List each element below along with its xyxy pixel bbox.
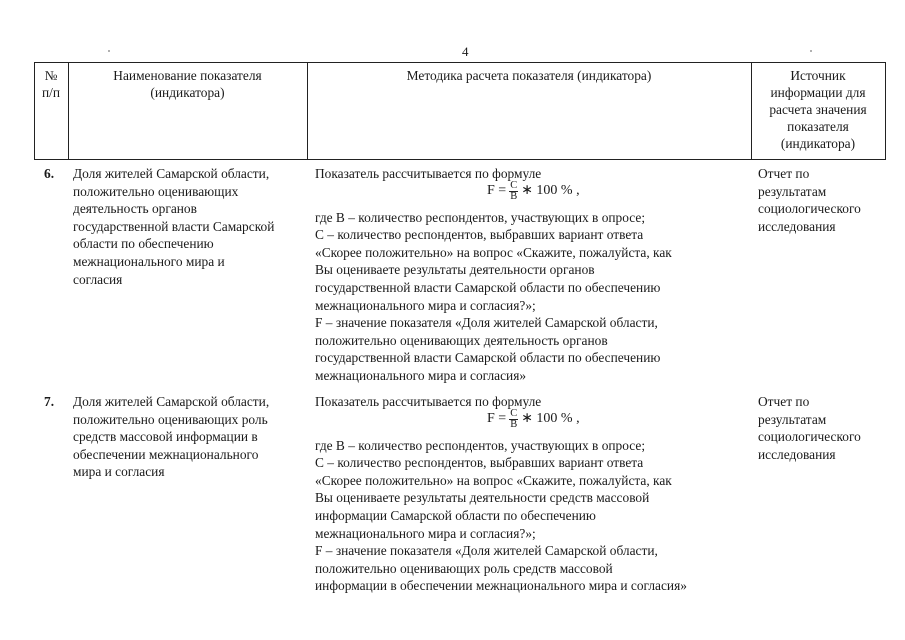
name-line: согласия (73, 271, 123, 287)
header-number (34, 67, 68, 101)
method-intro: Показатель рассчитывается по формуле (315, 166, 542, 181)
header-line: Наименование показателя (113, 68, 262, 83)
source-line: Отчет по (758, 166, 810, 181)
name-line: межнационального мира и (73, 253, 225, 269)
fraction-denominator: B (510, 190, 518, 202)
fraction-denominator: B (510, 418, 518, 430)
header-line: Источник (790, 68, 846, 83)
header-line: (индикатора) (780, 136, 856, 151)
source-line: социологического (758, 429, 861, 445)
header-line: (индикатора) (150, 85, 225, 100)
method-line: информации в обеспечении межнационального мира и согласия» (315, 578, 687, 594)
name-line: средств массовой информации в (73, 429, 258, 445)
source-line: результатам (758, 183, 827, 199)
header-line: информации для (770, 85, 866, 100)
formula-rhs: ∗ 100 % , (521, 411, 580, 427)
header-source (751, 67, 885, 152)
table-header (34, 62, 886, 160)
calculation-method (315, 393, 755, 595)
formula (315, 179, 755, 209)
method-line: государственной власти Самарской области по обеспечению (315, 350, 661, 366)
page-number: 4 (462, 44, 469, 59)
method-line: информации Самарской области по обеспечению (315, 507, 596, 523)
header-method (307, 67, 751, 84)
header-line: п/п (41, 85, 61, 100)
method-line: «Скорее положительно» на вопрос «Скажите, пожалуйста, как (315, 244, 672, 260)
name-line: мира и согласия (73, 464, 165, 480)
source-line: социологического (758, 201, 861, 217)
name-line: положительно оценивающих роль (73, 411, 268, 427)
method-line: межнационального мира и согласия» (315, 367, 527, 383)
name-line: деятельность органов (73, 201, 197, 217)
formula-fraction (509, 181, 518, 202)
method-line: межнационального мира и согласия?»; (315, 525, 536, 541)
header-line: Методика расчета показателя (индикатора) (406, 68, 652, 83)
method-line: государственной власти Самарской области по обеспечению (315, 279, 661, 295)
information-source (758, 165, 888, 235)
method-line: F – значение показателя «Доля жителей Самарской области, (315, 543, 658, 559)
method-line: F – значение показателя «Доля жителей Самарской области, (315, 315, 658, 331)
calculation-method (315, 165, 755, 385)
method-line: положительно оценивающих роль средств массовой (315, 560, 613, 576)
information-source (758, 393, 888, 463)
source-line: Отчет по (758, 394, 810, 409)
name-line: области по обеспечению (73, 236, 214, 252)
name-line: положительно оценивающих (73, 183, 239, 199)
indicator-name (73, 393, 313, 481)
indicator-name (73, 165, 313, 288)
header-indicator-name (68, 67, 307, 101)
header-line: показателя (787, 119, 849, 134)
name-line: Доля жителей Самарской области, (73, 394, 270, 409)
scan-speck (108, 50, 110, 52)
method-line: «Скорее положительно» на вопрос «Скажите, пожалуйста, как (315, 472, 672, 488)
method-line: Вы оцениваете результаты деятельности органов (315, 262, 595, 278)
source-line: результатам (758, 411, 827, 427)
header-line: расчета значения (769, 102, 867, 117)
formula-lhs: F = (487, 411, 507, 427)
row-number: 7. (44, 394, 55, 409)
source-line: исследования (758, 446, 836, 462)
name-line: Доля жителей Самарской области, (73, 166, 270, 181)
formula (315, 407, 755, 437)
name-line: обеспечении межнационального (73, 446, 259, 462)
scan-speck (810, 50, 812, 52)
row-number: 6. (44, 166, 55, 181)
header-line: № (44, 68, 58, 83)
fraction-numerator: C (510, 407, 518, 419)
table-border-right (885, 63, 886, 159)
method-line: C – количество респондентов, выбравших вариант ответа (315, 455, 644, 471)
formula-fraction (509, 409, 518, 430)
formula-lhs: F = (487, 183, 507, 199)
method-line: межнационального мира и согласия?»; (315, 297, 536, 313)
method-line: положительно оценивающих деятельность органов (315, 332, 608, 348)
method-intro: Показатель рассчитывается по формуле (315, 394, 542, 409)
method-line: Вы оцениваете результаты деятельности средств массовой (315, 490, 650, 506)
fraction-numerator: C (510, 179, 518, 191)
method-line: где B – количество респондентов, участвующих в опросе; (315, 209, 646, 225)
method-line: где B – количество респондентов, участвующих в опросе; (315, 437, 646, 453)
source-line: исследования (758, 218, 836, 234)
method-line: C – количество респондентов, выбравших вариант ответа (315, 227, 644, 243)
formula-rhs: ∗ 100 % , (521, 183, 580, 199)
name-line: государственной власти Самарской (73, 218, 275, 234)
